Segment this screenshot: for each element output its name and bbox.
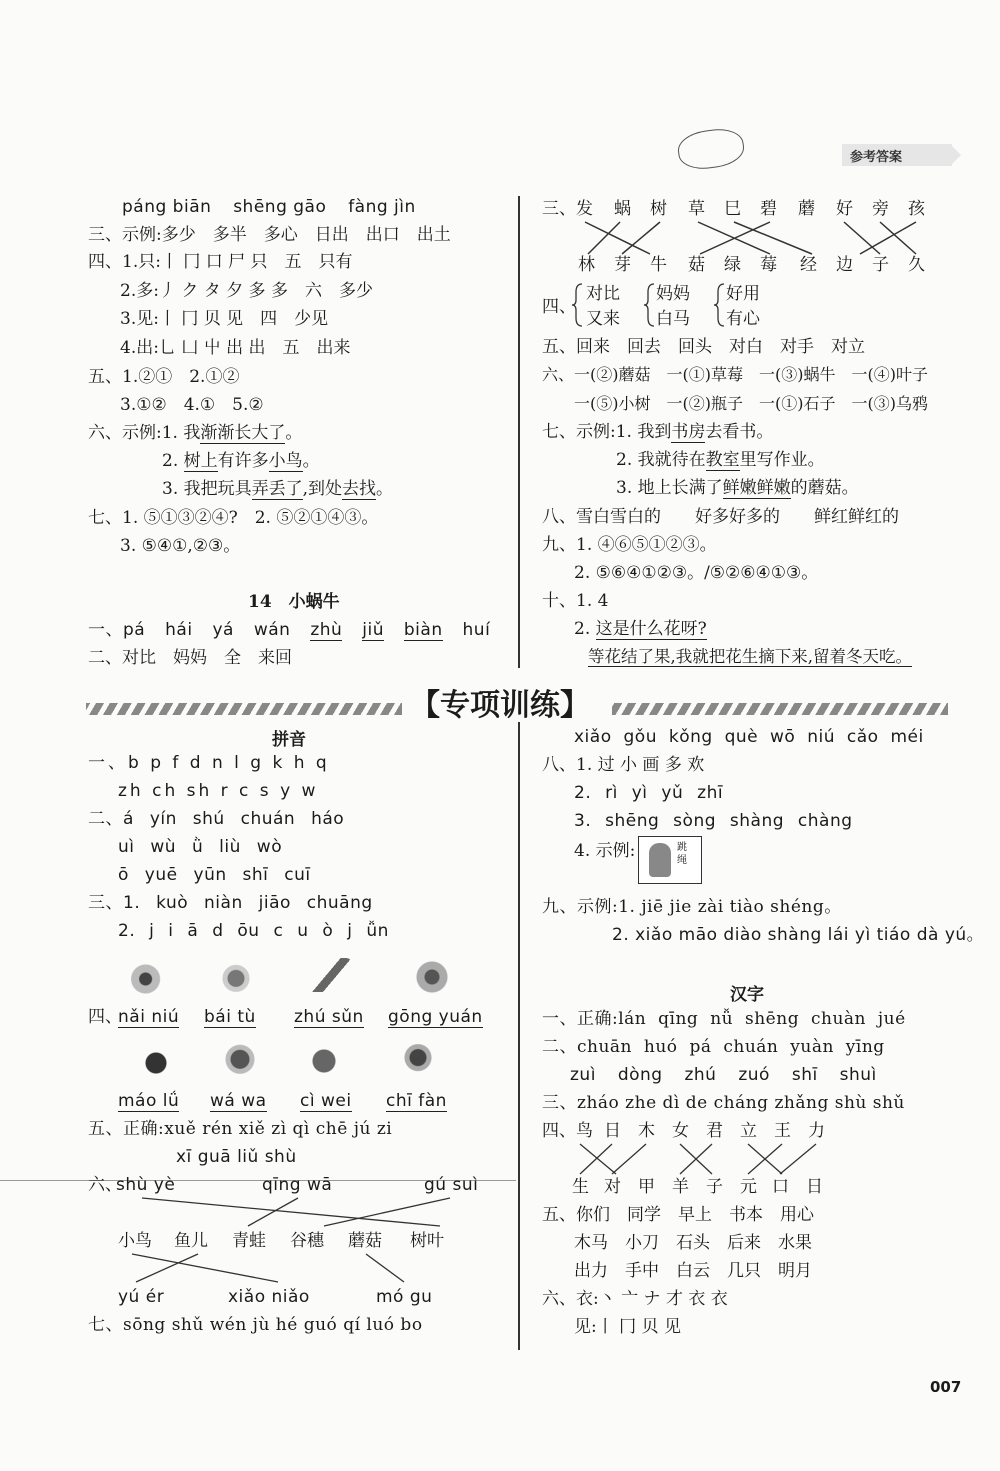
pinyin-text: chī fàn bbox=[386, 1091, 447, 1111]
word: 青蛙 bbox=[232, 1231, 266, 1251]
pinyin-item: yá bbox=[212, 620, 234, 640]
answer-line: 二、chuān huó pá chuán yuàn yīng bbox=[542, 1037, 885, 1057]
answer-line: 2. xiǎo māo diào shàng lái yì tiáo dà yú。 bbox=[612, 925, 985, 945]
answer-line: 2. rì yì yǔ zhī bbox=[574, 783, 724, 803]
word: 妈妈 bbox=[656, 284, 690, 304]
section-title-pinyin: 拼音 bbox=[272, 730, 306, 750]
answer-line bbox=[616, 477, 859, 499]
text: 3. 地上长满了 bbox=[616, 478, 723, 498]
text: 去看书。 bbox=[705, 422, 774, 442]
char: 君 bbox=[706, 1121, 723, 1141]
pinyin-text: zhú sǔn bbox=[294, 1007, 364, 1027]
answer-line: 九、示例:1. jiē jie zài tiào shéng。 bbox=[542, 897, 842, 917]
char: 边 bbox=[836, 255, 853, 275]
char: 好 bbox=[836, 199, 853, 219]
char: 草 bbox=[688, 199, 705, 219]
banner-stripe-right bbox=[612, 703, 948, 715]
answer-line bbox=[88, 619, 490, 641]
answer-line: 五、你们 同学 早上 书本 用心 bbox=[542, 1205, 814, 1225]
answer-line: 3.①② 4.① 5.② bbox=[120, 395, 264, 415]
header-tab bbox=[842, 144, 952, 166]
pinyin-text: cì wei bbox=[300, 1091, 352, 1111]
char: 莓 bbox=[760, 255, 777, 275]
pinyin-item: jiǔ bbox=[362, 620, 384, 640]
doll-picture-icon bbox=[218, 1044, 262, 1078]
char: 羊 bbox=[672, 1177, 689, 1197]
char: 木 bbox=[638, 1121, 655, 1141]
pinyin-answer bbox=[386, 1090, 447, 1112]
pinyin-text: bái tù bbox=[204, 1007, 256, 1027]
q4-label: 四、 bbox=[88, 1007, 122, 1027]
answer-line: 见:丨 冂 贝 见 bbox=[574, 1317, 681, 1337]
pinyin-item: biàn bbox=[403, 620, 443, 640]
answer-line: 四、1.只:丨 冂 口 尸 只 五 只有 bbox=[88, 252, 353, 272]
pinyin-3: fàng jìn bbox=[348, 197, 416, 217]
answer-line bbox=[574, 618, 707, 640]
answer-line: uì wù ǜ liù wò bbox=[118, 837, 283, 857]
answer-line: 三、1. kuò niàn jiāo chuāng bbox=[88, 893, 373, 913]
char: 女 bbox=[672, 1121, 689, 1141]
underlined-text: 这是什么花呀? bbox=[595, 619, 707, 639]
answer-line: 2. j i ā d ōu c u ò j ǚn bbox=[118, 921, 389, 941]
text: 一、pá bbox=[88, 620, 146, 640]
answer-line: 五、回来 回去 回头 对白 对手 对立 bbox=[542, 337, 865, 357]
q6-top-pinyin: gú suì bbox=[424, 1175, 479, 1195]
word: 对比 bbox=[586, 284, 620, 304]
answer-line: 八、1. 过 小 画 多 欢 bbox=[542, 755, 705, 775]
text: 七、示例:1. 我到 bbox=[542, 422, 672, 442]
char: 林 bbox=[578, 255, 595, 275]
char: 菇 bbox=[688, 255, 705, 275]
answer-line: 木马 小刀 石头 后来 水果 bbox=[574, 1233, 812, 1253]
underlined-text: 长大了 bbox=[234, 423, 286, 443]
answer-line: 3. ⑤④①,②③。 bbox=[120, 536, 241, 556]
answer-line: 4.出:乚 凵 屮 出 出 五 出来 bbox=[120, 338, 351, 358]
q4-label: 四、 bbox=[542, 297, 576, 317]
underlined-text: 去找 bbox=[342, 479, 377, 499]
underlined-text: 书房 bbox=[671, 422, 706, 442]
hanzi-match-lines bbox=[566, 1142, 826, 1178]
word: 谷穗 bbox=[290, 1231, 324, 1251]
header-tag: 参考答案 bbox=[850, 150, 903, 165]
cow-picture-icon bbox=[128, 962, 172, 996]
answer-line: 五、1.②① 2.①② bbox=[88, 367, 240, 387]
q6-bottom-pinyin: yú ér bbox=[118, 1287, 165, 1307]
q4-group-1 bbox=[586, 282, 620, 332]
answer-line: 九、1. ④⑥⑤①②③。 bbox=[542, 535, 717, 555]
char: 日 bbox=[806, 1177, 823, 1197]
pinyin-answer bbox=[118, 1006, 179, 1028]
answer-line bbox=[616, 449, 825, 471]
underlined-text: 渐渐 bbox=[200, 423, 235, 443]
underlined-text: 教室 bbox=[705, 450, 740, 470]
word: 有心 bbox=[726, 309, 760, 329]
word: 树叶 bbox=[410, 1231, 444, 1251]
char: 口 bbox=[772, 1177, 789, 1197]
q6-match-lines-top bbox=[120, 1196, 480, 1230]
answer-line: 2.多:丿 ク タ 夕 多 多 六 多少 bbox=[120, 281, 373, 301]
char: 旁 bbox=[872, 199, 889, 219]
char: 孩 bbox=[908, 199, 925, 219]
char: 子 bbox=[872, 255, 889, 275]
q6-top-pinyin: shù yè bbox=[116, 1175, 176, 1195]
answer-line: 2. ⑤⑥④①②③。/⑤②⑥④①③。 bbox=[574, 563, 819, 583]
answer-line: 二、á yín shú chuán háo bbox=[88, 809, 345, 829]
pinyin-1: páng biān bbox=[122, 197, 212, 217]
pinyin-answer bbox=[204, 1006, 256, 1028]
answer-line bbox=[542, 421, 773, 443]
match-lines bbox=[560, 218, 940, 258]
text: 2. bbox=[574, 619, 596, 639]
char: 牛 bbox=[650, 255, 667, 275]
answer-line: 出力 手中 白云 几只 明月 bbox=[574, 1261, 812, 1281]
text: 的蘑菇。 bbox=[790, 478, 859, 498]
answer-line: 一(⑤)小树 一(②)瓶子 一(①)石子 一(③)乌鸦 bbox=[574, 394, 928, 413]
char: 树 bbox=[650, 199, 667, 219]
char: 绿 bbox=[724, 255, 741, 275]
answer-line: xī guā liǔ shù bbox=[176, 1147, 297, 1167]
answer-line bbox=[162, 450, 320, 472]
pinyin-answer bbox=[300, 1090, 352, 1112]
text: 3. 我把玩具 bbox=[162, 479, 252, 499]
word: 好用 bbox=[726, 284, 760, 304]
column-divider-top bbox=[518, 196, 520, 668]
answer-line bbox=[88, 422, 302, 444]
char: 四、鸟 bbox=[542, 1121, 593, 1141]
pinyin-row bbox=[122, 196, 416, 218]
answer-line: 4. 示例: bbox=[574, 841, 636, 861]
q6-top-pinyin: qīng wā bbox=[262, 1175, 333, 1195]
pinyin-text: máo lǘ bbox=[118, 1091, 180, 1111]
char: 蜗 bbox=[614, 199, 631, 219]
answer-line: zuì dòng zhú zuó shī shuì bbox=[570, 1065, 877, 1085]
eating-picture-icon bbox=[396, 1044, 440, 1078]
pinyin-answer bbox=[118, 1090, 179, 1112]
answer-line: 八、雪白雪白的 好多好多的 鲜红鲜红的 bbox=[542, 507, 899, 527]
seal-logo bbox=[676, 126, 747, 173]
underlined-text: 鲜嫩鲜嫩 bbox=[722, 478, 791, 498]
pinyin-text: nǎi niú bbox=[118, 1007, 180, 1027]
char: 碧 bbox=[760, 199, 777, 219]
answer-line: zh ch sh r c s y w bbox=[118, 781, 319, 801]
char: 对 bbox=[604, 1177, 621, 1197]
pinyin-text: gōng yuán bbox=[388, 1007, 483, 1027]
park-picture-icon bbox=[410, 960, 454, 994]
char: 生 bbox=[572, 1177, 589, 1197]
answer-line: ō yuē yūn shī cuī bbox=[118, 865, 311, 885]
word: 蘑菇 bbox=[348, 1231, 382, 1251]
text: ,到处 bbox=[302, 479, 343, 499]
answer-line: 十、1. 4 bbox=[542, 591, 609, 611]
underlined-text: 弄丢了 bbox=[251, 479, 303, 499]
pinyin-answer bbox=[210, 1090, 267, 1112]
rabbit-picture-icon bbox=[214, 958, 258, 992]
char: 巳 bbox=[724, 199, 741, 219]
word: 小鸟 bbox=[118, 1231, 152, 1251]
lesson-title: 14 小蜗牛 bbox=[248, 592, 340, 612]
pinyin-text: wá wa bbox=[210, 1091, 267, 1111]
underlined-text: 树上 bbox=[183, 451, 218, 471]
text: 里写作业。 bbox=[739, 450, 825, 470]
jump-rope-sticker bbox=[638, 836, 702, 884]
answer-line: 五、正确:xuě rén xiě zì qì chē jú zi bbox=[88, 1119, 393, 1139]
word: 白马 bbox=[656, 309, 690, 329]
answer-line: 六、衣:丶 亠 ナ 才 衣 衣 bbox=[542, 1289, 728, 1309]
word: 鱼儿 bbox=[174, 1231, 208, 1251]
sticker-label: 跳绳 bbox=[677, 842, 687, 866]
q4-group-3 bbox=[726, 282, 760, 332]
answer-line: xiǎo gǒu kǒng què wō niú cǎo méi bbox=[574, 727, 924, 747]
banner-stripe-left bbox=[86, 703, 402, 715]
bamboo-shoot-picture-icon bbox=[308, 958, 352, 992]
char: 王 bbox=[774, 1121, 791, 1141]
char: 甲 bbox=[638, 1177, 655, 1197]
word: 又来 bbox=[586, 309, 620, 329]
char: 三、发 bbox=[542, 199, 593, 219]
q6-bottom-pinyin: mó gu bbox=[376, 1287, 433, 1307]
answer-line bbox=[162, 478, 393, 500]
char: 力 bbox=[808, 1121, 825, 1141]
text: 。 bbox=[302, 451, 320, 471]
char: 立 bbox=[740, 1121, 757, 1141]
answer-line: 一、正确:lán qīng nǚ shēng chuàn jué bbox=[542, 1009, 906, 1029]
underlined-text: 小鸟 bbox=[268, 451, 303, 471]
text: 2. bbox=[162, 451, 184, 471]
answer-line: 七、sōng shǔ wén jù hé guó qí luó bo bbox=[88, 1315, 423, 1335]
answer-line: 3.见:丨 冂 贝 见 四 少见 bbox=[120, 309, 329, 329]
text: 六、示例:1. 我 bbox=[88, 423, 201, 443]
answer-line: 三、zháo zhe dì de cháng zhǎng shù shǔ bbox=[542, 1093, 905, 1113]
answer-line: 三、示例:多少 多半 多心 日出 出口 出土 bbox=[88, 225, 451, 245]
char: 元 bbox=[740, 1177, 757, 1197]
text: 。 bbox=[285, 423, 303, 443]
hedgehog-picture-icon bbox=[302, 1044, 346, 1078]
char: 久 bbox=[908, 255, 925, 275]
header-arrow-icon bbox=[950, 144, 961, 166]
pinyin-answer bbox=[388, 1006, 483, 1028]
text: 有许多 bbox=[217, 451, 269, 471]
section-title-hanzi: 汉字 bbox=[730, 985, 764, 1005]
answer-line: 六、一(②)蘑菇 一(①)草莓 一(③)蜗牛 一(④)叶子 bbox=[542, 365, 928, 384]
q4-group-2 bbox=[656, 282, 690, 332]
q6-match-lines-bottom bbox=[120, 1252, 480, 1286]
q6-bottom-pinyin: xiǎo niǎo bbox=[228, 1287, 310, 1307]
answer-line: 七、1. ⑤①③②④? 2. ⑤②①④③。 bbox=[88, 508, 379, 528]
pinyin-item: hái bbox=[165, 620, 193, 640]
text: 。 bbox=[376, 479, 394, 499]
banner-title: 【专项训练】 bbox=[410, 688, 590, 723]
underlined-text: 等花结了果,我就把花生摘下来,留着冬天吃。 bbox=[588, 647, 912, 666]
char: 日 bbox=[604, 1121, 621, 1141]
answer-line: 3. shēng sòng shàng chàng bbox=[574, 811, 853, 831]
answer-line: 二、对比 妈妈 全 来回 bbox=[88, 648, 292, 668]
pinyin-item: wán bbox=[253, 620, 291, 640]
answer-line bbox=[588, 646, 912, 668]
pinyin-answer bbox=[294, 1006, 364, 1028]
donkey-picture-icon bbox=[134, 1046, 178, 1080]
column-divider-bottom bbox=[518, 722, 520, 1350]
char: 芽 bbox=[614, 255, 631, 275]
pinyin-2: shēng gāo bbox=[233, 197, 327, 217]
page-number: 007 bbox=[930, 1378, 962, 1396]
char: 子 bbox=[706, 1177, 723, 1197]
q6-label: 六、 bbox=[88, 1175, 122, 1195]
pinyin-item: huí bbox=[462, 620, 491, 640]
text: 2. 我就待在 bbox=[616, 450, 706, 470]
person-icon bbox=[649, 843, 671, 877]
char: 经 bbox=[800, 255, 817, 275]
char: 蘑 bbox=[798, 199, 815, 219]
answer-line: 一、b p f d n l g k h q bbox=[88, 753, 330, 773]
pinyin-item: zhù bbox=[310, 620, 343, 640]
